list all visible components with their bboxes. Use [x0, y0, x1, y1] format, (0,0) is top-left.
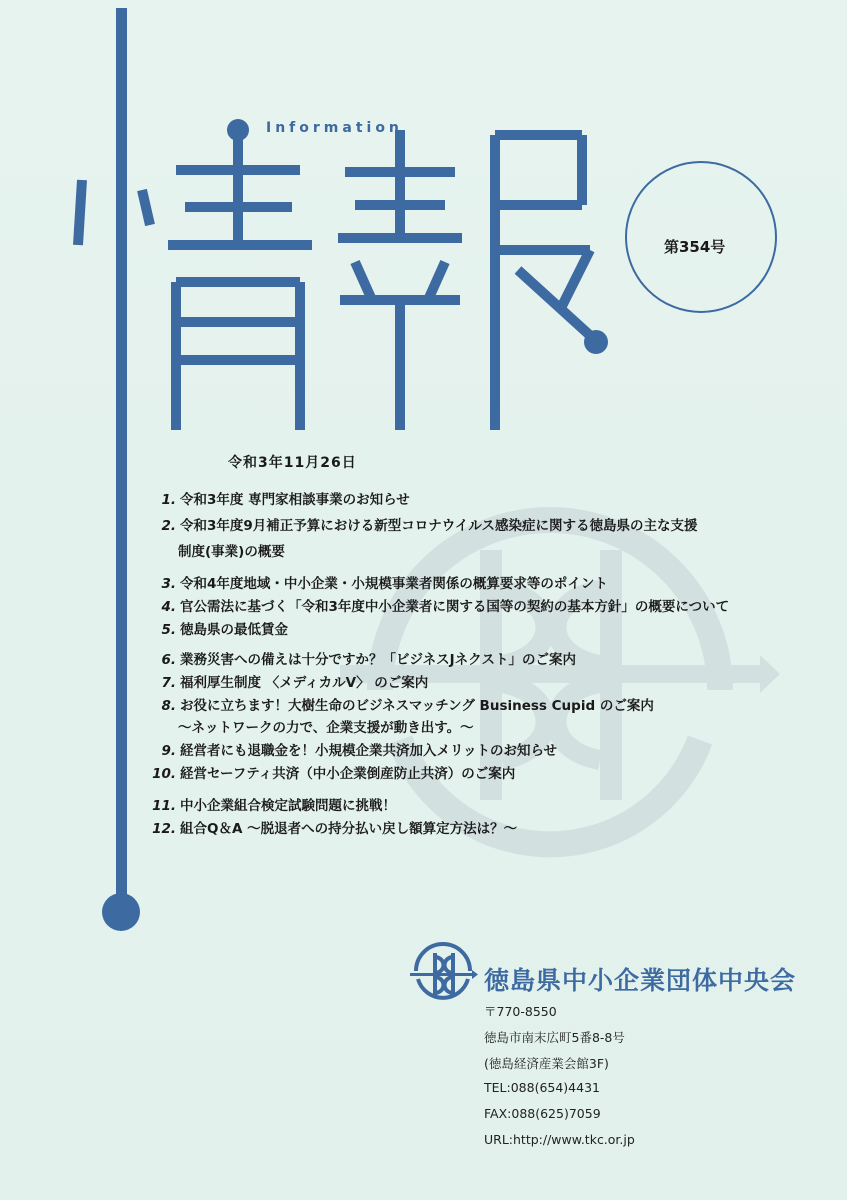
toc-number: 11.	[152, 798, 176, 814]
publication-date: 令和3年11月26日	[228, 455, 357, 471]
toc-item-7	[150, 671, 428, 691]
toc-item-11	[150, 794, 396, 814]
toc-text: お役に立ちます！大樹生命のビジネスマッチング Business Cupid のご案内	[180, 698, 654, 714]
rail-dot	[102, 893, 140, 931]
toc-text: 福利厚生制度 〈メディカルV〉 のご案内	[180, 675, 429, 691]
toc-text: 組合Q＆A ～脱退者への持分払い戻し額算定方法は？～	[180, 821, 518, 837]
issue-number: 第354号	[664, 238, 726, 256]
address: 徳島市南末広町5番8-8号	[484, 1030, 625, 1045]
toc-number: 6.	[161, 652, 176, 668]
toc-text: 経営セーフティ共済（中小企業倒産防止共済）のご案内	[180, 766, 516, 782]
toc-text: 業務災害への備えは十分ですか？「ビジネスJネクスト」のご案内	[180, 652, 576, 668]
toc-number: 9.	[161, 743, 176, 759]
toc-text: 令和3年度 専門家相談事業のお知らせ	[180, 492, 410, 508]
toc-text: 官公需法に基づく「令和3年度中小企業者に関する国等の契約の基本方針」の概要について	[180, 599, 730, 615]
toc-item-6	[150, 648, 576, 668]
toc-item-8	[150, 694, 654, 714]
toc-item-12	[150, 817, 517, 837]
toc-number: 10.	[152, 766, 176, 782]
toc-number: 1.	[161, 492, 176, 508]
toc-item-9	[150, 739, 557, 759]
toc-text: 経営者にも退職金を！小規模企業共済加入メリットのお知らせ	[180, 743, 558, 759]
toc-text: 令和3年度9月補正予算における新型コロナウイルス感染症に関する徳島県の主な支援	[180, 518, 698, 534]
organization-logo-icon	[408, 941, 478, 1007]
telephone: TEL:088(654)4431	[484, 1080, 600, 1095]
toc-item-2-continuation: 制度(事業)の概要	[178, 544, 285, 560]
toc-text: 令和4年度地域・中小企業・小規模事業者関係の概算要求等のポイント	[180, 576, 608, 592]
toc-item-5	[150, 618, 288, 638]
website-url: URL:http://www.tkc.or.jp	[484, 1132, 635, 1147]
organization-name: 徳島県中小企業団体中央会	[484, 966, 797, 995]
masthead-subtitle: Information	[266, 120, 403, 136]
fax: FAX:088(625)7059	[484, 1106, 601, 1121]
toc-number: 7.	[161, 675, 176, 691]
toc-number: 5.	[161, 622, 176, 638]
toc-item-4	[150, 595, 729, 615]
building: (徳島経済産業会館3F)	[484, 1056, 609, 1071]
toc-number: 4.	[161, 599, 176, 615]
postal-code: 〒770-8550	[484, 1004, 557, 1019]
toc-number: 12.	[152, 821, 176, 837]
toc-item-10	[150, 762, 515, 782]
toc-number: 2.	[161, 518, 176, 534]
toc-text: 中小企業組合検定試験問題に挑戦！	[180, 798, 396, 814]
toc-item-2	[150, 514, 697, 534]
toc-number: 3.	[161, 576, 176, 592]
toc-item-3	[150, 572, 608, 592]
toc-number: 8.	[161, 698, 176, 714]
toc-item-1	[150, 488, 410, 508]
toc-item-8-continuation: ～ネットワークの力で、企業支援が動き出す。～	[178, 720, 474, 736]
toc-text: 徳島県の最低賃金	[180, 622, 288, 638]
